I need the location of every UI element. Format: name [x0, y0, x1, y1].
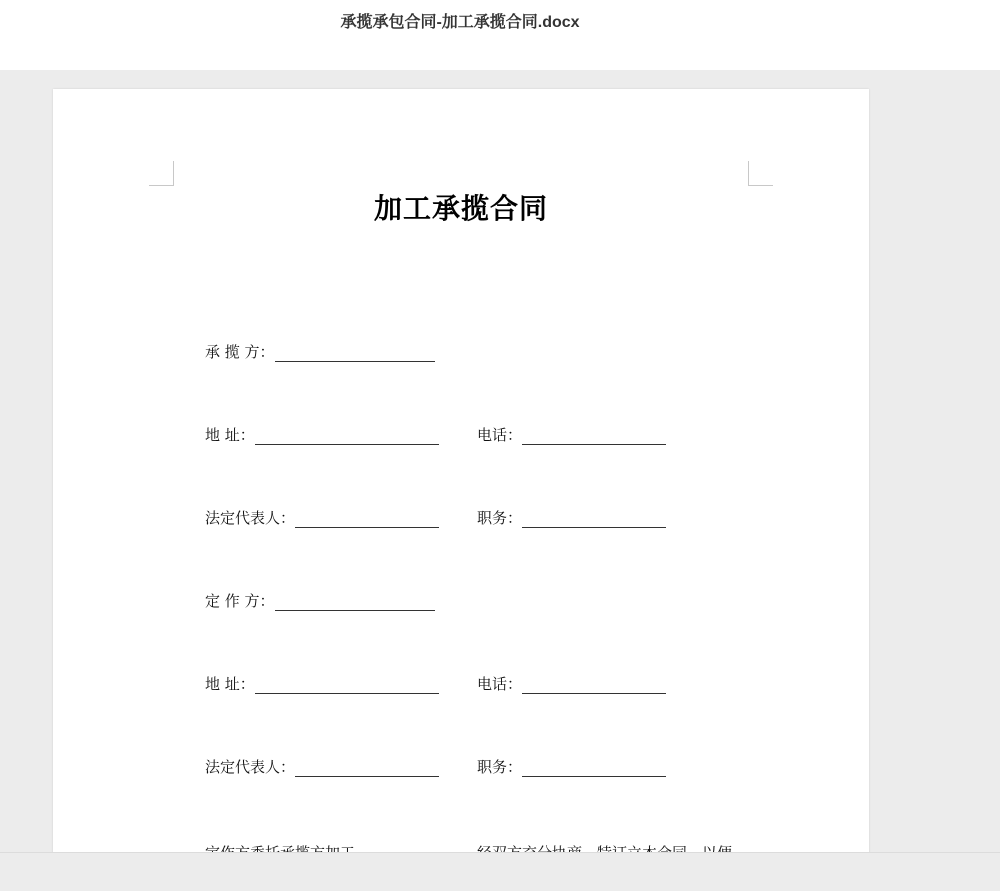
contractor-rep-field — [205, 507, 439, 528]
contractor-rep-label: 法定代表人： — [205, 509, 296, 527]
contractor-party-label: 承 揽 方： — [205, 343, 275, 361]
client-position-blank[interactable] — [522, 758, 666, 777]
document-heading: 加工承揽合同 — [373, 192, 548, 225]
client-phone-blank[interactable] — [522, 675, 666, 694]
margin-corner-top-left — [149, 161, 174, 186]
contractor-phone-field — [477, 424, 666, 445]
client-rep-label: 法定代表人： — [205, 758, 296, 776]
document-file-title: 承揽承包合同-加工承揽合同.docx — [340, 14, 580, 31]
client-phone-label: 电话： — [477, 675, 523, 693]
document-canvas[interactable] — [0, 70, 1000, 852]
client-position-field — [477, 756, 666, 777]
contractor-position-field — [477, 507, 666, 528]
contractor-party-blank[interactable] — [275, 343, 435, 362]
title-bar — [0, 0, 1000, 70]
client-party-blank[interactable] — [275, 592, 435, 611]
client-rep-field — [205, 756, 439, 777]
client-address-label: 地 址： — [205, 675, 255, 693]
client-address-field — [205, 673, 439, 694]
client-position-label: 职务： — [477, 758, 523, 776]
contractor-phone-label: 电话： — [477, 426, 523, 444]
contractor-position-label: 职务： — [477, 509, 523, 527]
client-rep-blank[interactable] — [295, 758, 439, 777]
contractor-party-field — [205, 341, 435, 362]
contractor-address-blank[interactable] — [255, 426, 439, 445]
client-phone-field — [477, 673, 666, 694]
contractor-phone-blank[interactable] — [522, 426, 666, 445]
contractor-address-field — [205, 424, 439, 445]
contractor-position-blank[interactable] — [522, 509, 666, 528]
client-party-field — [205, 590, 435, 611]
bottom-status-bar — [0, 852, 1000, 891]
contractor-rep-blank[interactable] — [295, 509, 439, 528]
contractor-address-label: 地 址： — [205, 426, 255, 444]
client-address-blank[interactable] — [255, 675, 439, 694]
client-party-label: 定 作 方： — [205, 592, 275, 610]
margin-corner-top-right — [748, 161, 773, 186]
document-page[interactable] — [53, 89, 869, 889]
